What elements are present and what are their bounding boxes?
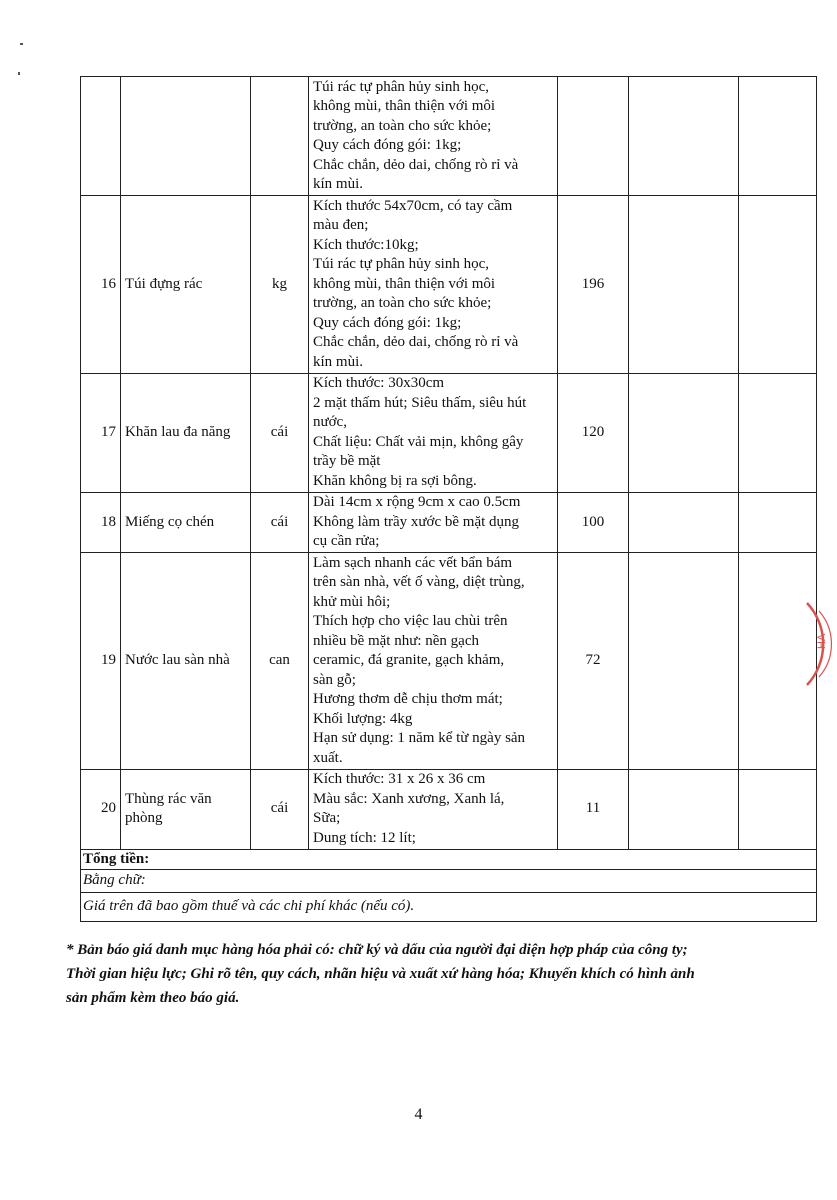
item-name <box>121 553 251 770</box>
item-specification <box>309 373 558 492</box>
item-number: 19 <box>81 553 121 770</box>
price-note: Giá trên đã bao gồm thuế và các chi phí khác (nếu có). <box>81 893 817 922</box>
specification-line: Túi rác tự phân hủy sinh học, <box>313 256 490 272</box>
specification-line: Chất liệu: Chất vải mịn, không gây <box>313 433 524 450</box>
specification-line: khử mùi hôi; <box>313 593 391 610</box>
specification-line: màu đen; <box>313 217 369 233</box>
specification-line: Thích hợp cho việc lau chùi trên <box>313 613 508 629</box>
item-quantity: 11 <box>558 769 629 849</box>
specification-line: Màu sắc: Xanh xương, Xanh lá, <box>313 790 505 807</box>
specification-line: Khăn không bị ra sợi bông. <box>313 472 477 489</box>
specification-line: sàn gỗ; <box>313 671 356 688</box>
item-name-line: Nước lau sàn nhà <box>125 652 230 668</box>
item-unit <box>251 77 309 196</box>
footnote-line: Thời gian hiệu lực; Ghi rõ tên, quy cách, nhãn hiệu và xuất xứ hàng hóa; Khuyến khích có hình ảnh <box>66 966 695 982</box>
item-quantity: 72 <box>558 553 629 770</box>
item-name <box>121 196 251 374</box>
specification-line: Dài 14cm x rộng 9cm x cao 0.5cm <box>313 494 521 510</box>
item-specification <box>309 77 558 196</box>
item-unit: kg <box>251 196 309 374</box>
amount-in-words-row <box>81 870 817 893</box>
item-number: 20 <box>81 769 121 849</box>
specification-line: Sữa; <box>313 810 341 826</box>
specification-line: Kích thước: 30x30cm <box>313 375 445 391</box>
specification-line: kín mùi. <box>313 176 364 192</box>
item-quantity: 196 <box>558 196 629 374</box>
item-name <box>121 769 251 849</box>
specification-line: không mùi, thân thiện với môi <box>313 275 496 292</box>
item-unit-price <box>629 492 739 553</box>
specification-line: Kích thước 54x70cm, có tay cầm <box>313 197 513 214</box>
item-unit-price <box>629 553 739 770</box>
specification-line: ceramic, đá granite, gạch khảm, <box>313 652 505 668</box>
item-specification <box>309 553 558 770</box>
item-name-line: Túi đựng rác <box>125 275 203 292</box>
item-number: 18 <box>81 492 121 553</box>
specification-line: Không làm trầy xước bề mặt dụng <box>313 513 520 530</box>
specification-line: Kích thước:10kg; <box>313 236 419 253</box>
footnote-line: sản phẩm kèm theo báo giá. <box>66 990 240 1006</box>
item-amount <box>739 769 817 849</box>
item-specification <box>309 196 558 374</box>
specification-line: Dung tích: 12 lít; <box>313 829 416 846</box>
item-amount <box>739 77 817 196</box>
item-unit: cái <box>251 769 309 849</box>
specification-line: trường, an toàn cho sức khỏe; <box>313 295 492 311</box>
item-unit: can <box>251 553 309 770</box>
item-quantity <box>558 77 629 196</box>
item-quantity: 120 <box>558 373 629 492</box>
item-unit-price <box>629 769 739 849</box>
item-unit-price <box>629 77 739 196</box>
item-unit: cái <box>251 373 309 492</box>
specification-line: Chắc chắn, dẻo dai, chống rò rỉ và <box>313 334 519 350</box>
price-note-row <box>81 893 817 922</box>
item-name-line: phòng <box>125 810 163 826</box>
specification-line: Hạn sử dụng: 1 năm kể từ ngày sản <box>313 730 526 746</box>
company-seal-stamp <box>787 597 837 691</box>
quotation-table <box>80 76 817 922</box>
table-row <box>81 553 817 770</box>
table-row <box>81 373 817 492</box>
table-row <box>81 77 817 196</box>
amount-in-words-label: Bằng chữ: <box>81 870 817 893</box>
specification-line: Quy cách đóng gói: 1kg; <box>313 314 462 331</box>
specification-line: không mùi, thân thiện với môi <box>313 98 496 114</box>
footnote-line: * Bản báo giá danh mục hàng hóa phải có: chữ ký và dấu của người đại diện hợp pháp của công ty; <box>66 942 688 958</box>
specification-line: trên sàn nhà, vết ố vàng, diệt trùng, <box>313 574 525 590</box>
item-unit: cái <box>251 492 309 553</box>
specification-line: xuất. <box>313 749 343 766</box>
specification-line: Làm sạch nhanh các vết bẩn bám <box>313 554 513 571</box>
specification-line: nhiều bề mặt như: nền gạch <box>313 632 479 649</box>
item-unit-price <box>629 373 739 492</box>
item-name-line: Thùng rác văn <box>125 790 212 807</box>
total-row <box>81 849 817 870</box>
requirements-footnote <box>66 938 806 1010</box>
scan-speck <box>18 72 20 75</box>
specification-line: Túi rác tự phân hủy sinh học, <box>313 78 490 95</box>
item-name <box>121 373 251 492</box>
specification-line: Khối lượng: 4kg <box>313 710 413 727</box>
specification-line: nước, <box>313 414 347 430</box>
table-row <box>81 196 817 374</box>
svg-text:HA: HA <box>816 633 828 649</box>
specification-line: Hương thơm dễ chịu thơm mát; <box>313 691 503 707</box>
specification-line: Chắc chắn, dẻo dai, chống rò rỉ và <box>313 156 519 173</box>
table-row <box>81 492 817 553</box>
item-name <box>121 77 251 196</box>
item-amount <box>739 196 817 374</box>
specification-line: kín mùi. <box>313 353 364 370</box>
item-specification <box>309 492 558 553</box>
scan-speck <box>20 43 23 45</box>
specification-line: 2 mặt thấm hút; Siêu thấm, siêu hút <box>313 394 527 411</box>
item-number: 17 <box>81 373 121 492</box>
item-number: 16 <box>81 196 121 374</box>
page-number: 4 <box>414 1106 423 1123</box>
item-name-line: Khăn lau đa năng <box>125 423 231 440</box>
item-amount <box>739 373 817 492</box>
item-name-line: Miếng cọ chén <box>125 513 215 530</box>
table-row <box>81 769 817 849</box>
specification-line: cụ cần rửa; <box>313 533 380 549</box>
item-number <box>81 77 121 196</box>
total-label: Tổng tiền: <box>81 849 817 870</box>
specification-line: trường, an toàn cho sức khỏe; <box>313 117 492 134</box>
item-unit-price <box>629 196 739 374</box>
item-amount <box>739 492 817 553</box>
item-specification <box>309 769 558 849</box>
item-name <box>121 492 251 553</box>
specification-line: Quy cách đóng gói: 1kg; <box>313 137 462 153</box>
specification-line: trầy bề mặt <box>313 453 381 469</box>
item-quantity: 100 <box>558 492 629 553</box>
specification-line: Kích thước: 31 x 26 x 36 cm <box>313 771 486 787</box>
